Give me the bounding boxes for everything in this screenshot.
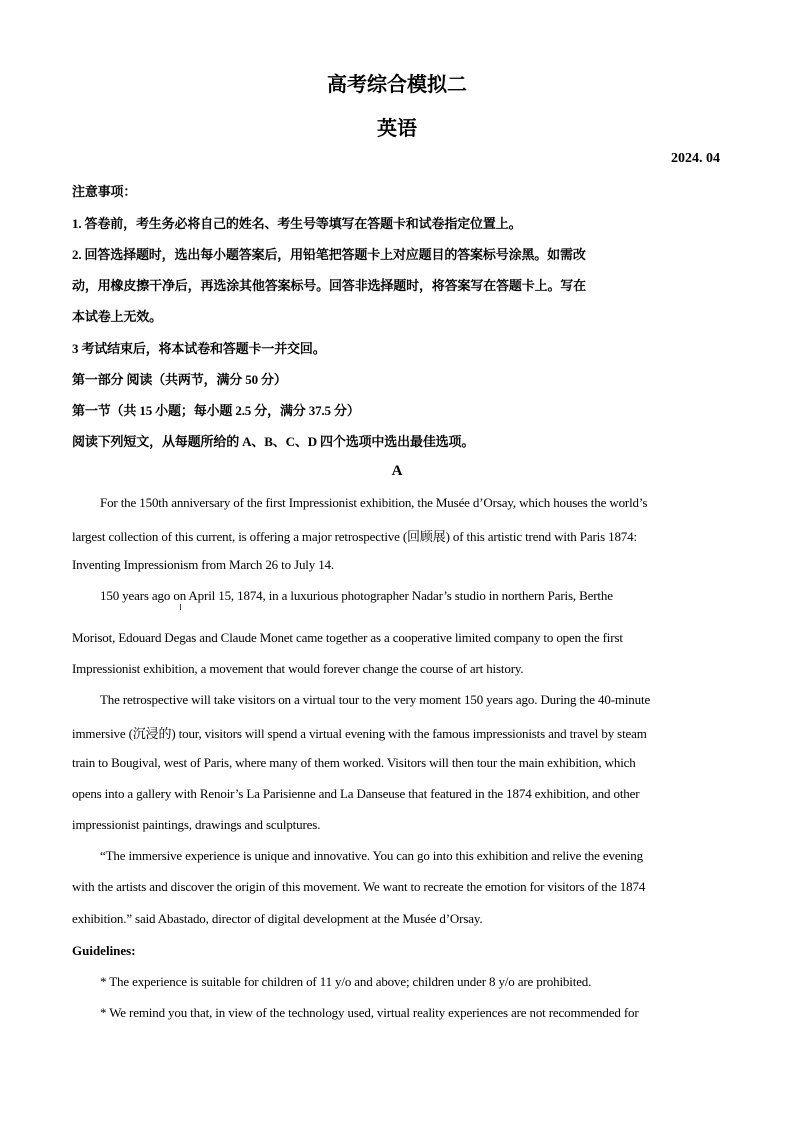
guideline-item: * The experience is suitable for children of 11 y/o and above; children under 8 y/o are prohibited.	[100, 974, 592, 989]
guidelines-heading: Guidelines:	[72, 943, 136, 958]
passage-line: opens into a gallery with Renoir’s La Parisienne and La Danseuse that featured in the 1874 exhibition, and other	[72, 786, 640, 801]
passage-line: “The immersive experience is unique and innovative. You can go into this exhibition and relive the evening	[100, 848, 643, 863]
notice-line: 1. 答卷前，考生务必将自己的姓名、考生号等填写在答题卡和试卷指定位置上。	[72, 216, 522, 231]
passage-line: Morisot, Edouard Degas and Claude Monet came together as a cooperative limited company to open the first	[72, 630, 623, 645]
subject-title: 英语	[377, 116, 417, 140]
part-heading: 第一部分 阅读（共两节，满分 50 分）	[72, 372, 287, 387]
guideline-item: * We remind you that, in view of the technology used, virtual reality experiences are not recommended for	[100, 1005, 639, 1020]
exam-date: 2024. 04	[671, 151, 720, 166]
exam-title: 高考综合模拟二	[327, 72, 467, 96]
passage-line: 150 years ago on April 15, 1874, in a luxurious photographer Nadar’s studio in northern Paris, Berthe	[100, 588, 613, 603]
passage-line: exhibition.” said Abastado, director of digital development at the Musée d’Orsay.	[72, 911, 483, 926]
passage-label: A	[391, 463, 403, 479]
passage-line: The retrospective will take visitors on a virtual tour to the very moment 150 years ago. During the 40-minute	[100, 692, 651, 707]
passage-line: Impressionist exhibition, a movement that would forever change the course of art history.	[72, 661, 524, 676]
notice-line: 本试卷上无效。	[72, 309, 162, 324]
passage-line: largest collection of this current, is offering a major retrospective (回顾展) of this artistic trend with Paris 1874:	[72, 529, 637, 544]
stray-mark	[180, 604, 181, 610]
notice-line: 3 考试结束后，将本试卷和答题卡一并交回。	[72, 341, 326, 356]
passage-line: Inventing Impressionism from March 26 to July 14.	[72, 557, 335, 572]
instructions: 阅读下列短文，从每题所给的 A、B、C、D 四个选项中选出最佳选项。	[72, 434, 475, 449]
notice-heading: 注意事项：	[72, 184, 137, 199]
passage-line: train to Bougival, west of Paris, where many of them worked. Visitors will then tour the main exhibition, which	[72, 755, 636, 770]
notice-line: 动，用橡皮擦干净后，再选涂其他答案标号。回答非选择题时，将答案写在答题卡上。写在	[72, 278, 587, 293]
passage-line: immersive (沉浸的) tour, visitors will spend a virtual evening with the famous impressionists and travel by steam	[72, 726, 647, 741]
passage-line: impressionist paintings, drawings and sculptures.	[72, 817, 321, 832]
passage-line: For the 150th anniversary of the first Impressionist exhibition, the Musée d’Orsay, which houses the world’s	[100, 495, 648, 510]
notice-line: 2. 回答选择题时，选出每小题答案后，用铅笔把答题卡上对应题目的答案标号涂黑。如需改	[72, 247, 586, 262]
section-heading: 第一节（共 15 小题；每小题 2.5 分，满分 37.5 分）	[72, 403, 360, 418]
passage-line: with the artists and discover the origin of this movement. We want to recreate the emotion for visitors of the 1874	[72, 879, 646, 894]
